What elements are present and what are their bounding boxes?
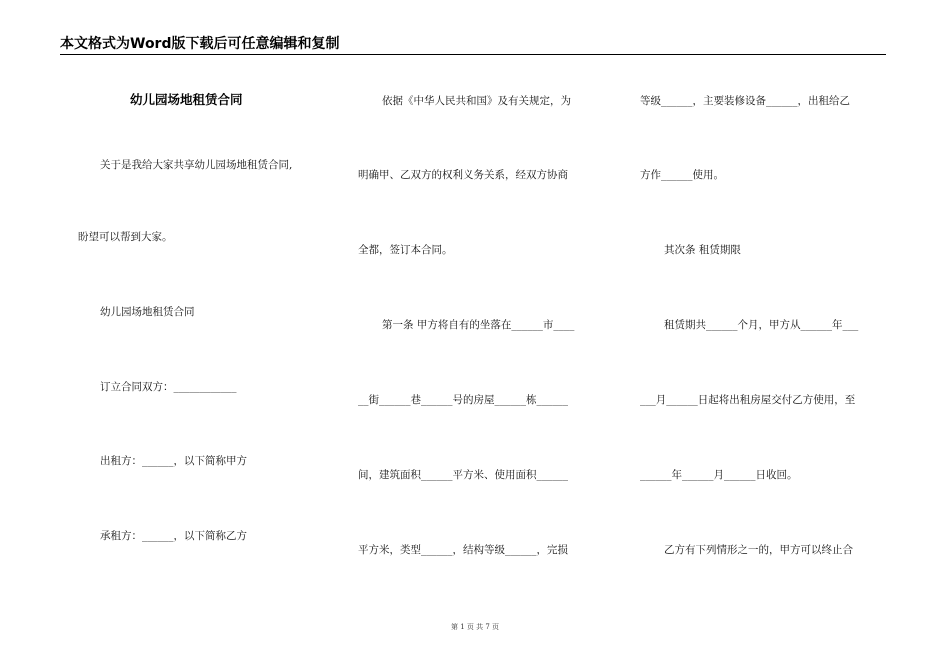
- col3-line-7: 乙方有下列情形之一的，甲方可以终止合: [664, 544, 853, 556]
- col2-line-1: 依据《中华人民共和国》及有关规定，为: [382, 95, 571, 107]
- col2-line-4: 第一条 甲方将自有的坐落在______市____: [382, 319, 575, 331]
- col2-line-5: __街______巷______号的房屋______栋______: [358, 394, 568, 406]
- col3-line-1: 等级______，主要装修设备______，出租给乙: [640, 95, 850, 107]
- page-number: 第 1 页 共 7 页: [450, 623, 500, 631]
- document-title: 幼儿园场地租赁合同: [130, 92, 243, 107]
- col1-line-4: 订立合同双方：____________: [100, 381, 237, 393]
- col2-line-2: 明确甲、乙双方的权利义务关系，经双方协商: [358, 169, 568, 181]
- col2-line-3: 全都，签订本合同。: [358, 244, 453, 256]
- col3-line-3: 其次条 租赁期限: [664, 244, 741, 256]
- header-divider: [60, 54, 886, 55]
- col1-line-6: 承租方：______，以下简称乙方: [100, 530, 247, 542]
- col1-line-2: 盼望可以帮到大家。: [78, 231, 173, 243]
- document-header: 本文格式为Word版下载后可任意编辑和复制: [60, 36, 340, 52]
- col1-line-5: 出租方：______，以下简称甲方: [100, 455, 247, 467]
- col3-line-5: ___月______日起将出租房屋交付乙方使用，至: [640, 394, 856, 406]
- col3-line-6: ______年______月______日收回。: [640, 469, 798, 481]
- col3-line-4: 租赁期共______个月，甲方从______年___: [664, 319, 859, 331]
- col1-line-1: 关于是我给大家共享幼儿园场地租赁合同,: [100, 159, 293, 171]
- col2-line-7: 平方米，类型______，结构等级______，完损: [358, 544, 568, 556]
- col2-line-6: 间，建筑面积______平方米、使用面积______: [358, 469, 568, 481]
- col1-line-3: 幼儿园场地租赁合同: [100, 306, 195, 318]
- col3-line-2: 方作______使用。: [640, 169, 724, 181]
